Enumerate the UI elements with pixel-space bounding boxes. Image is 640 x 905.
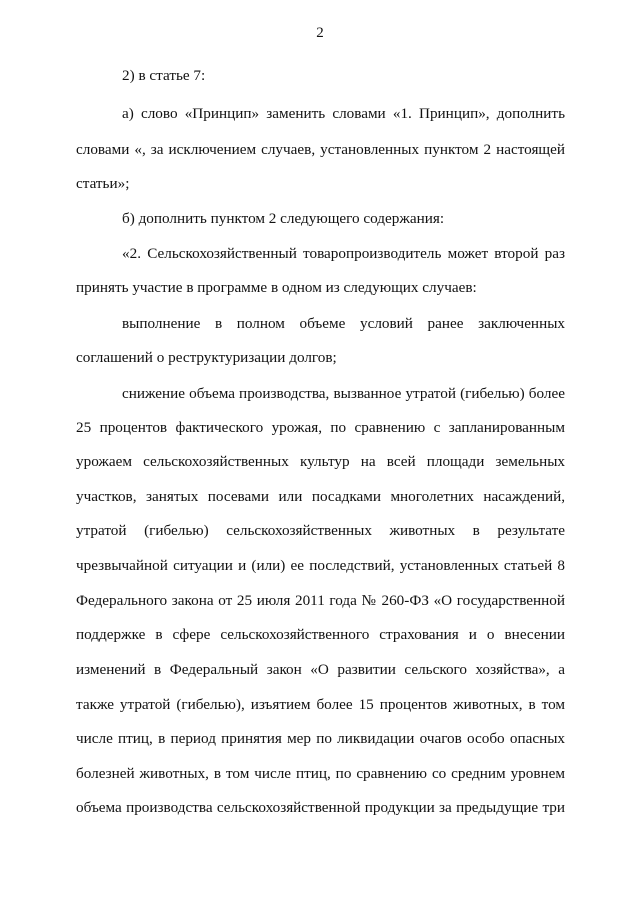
text-line: 2) в статье 7: [122,67,206,84]
text-line: 25 процентов фактического урожая, по сравнению с запланированным [76,419,565,436]
text-line: Федерального закона от 25 июля 2011 года № 260-ФЗ «О государственной [76,592,565,609]
text-line: б) дополнить пунктом 2 следующего содержания: [122,210,445,227]
text-line: словами «, за исключением случаев, установленных пунктом 2 настоящей [76,141,565,158]
text-line: а) слово «Принцип» заменить словами «1. Принцип», дополнить [122,105,565,122]
text-line: изменений в Федеральный закон «О развитии сельского хозяйства», а [76,661,565,678]
text-line: выполнение в полном объеме условий ранее заключенных [122,315,565,332]
text-line: урожаем сельскохозяйственных культур на всей площади земельных [76,453,565,470]
text-line: чрезвычайной ситуации и (или) ее последствий, установленных статьей 8 [76,557,565,574]
text-line: соглашений о реструктуризации долгов; [76,349,337,366]
text-line: «2. Сельскохозяйственный товаропроизводитель может второй раз [122,245,565,262]
text-line: числе птиц, в период принятия мер по ликвидации очагов особо опасных [76,730,565,747]
text-line: утратой (гибелью) сельскохозяйственных животных в результате [76,522,565,539]
text-line: участков, занятых посевами или посадками многолетних насаждений, [76,488,565,505]
text-line: также утратой (гибелью), изъятием более 15 процентов животных, в том [76,696,565,713]
text-line: объема производства сельскохозяйственной продукции за предыдущие три [76,799,565,816]
text-line: поддержке в сфере сельскохозяйственного страхования и о внесении [76,626,565,643]
text-line: болезней животных, в том числе птиц, по сравнению со средним уровнем [76,765,565,782]
text-line: статьи»; [76,175,130,192]
text-line: принять участие в программе в одном из следующих случаев: [76,279,477,296]
page-number: 2 [316,25,324,41]
text-line: снижение объема производства, вызванное утратой (гибелью) более [122,385,565,402]
